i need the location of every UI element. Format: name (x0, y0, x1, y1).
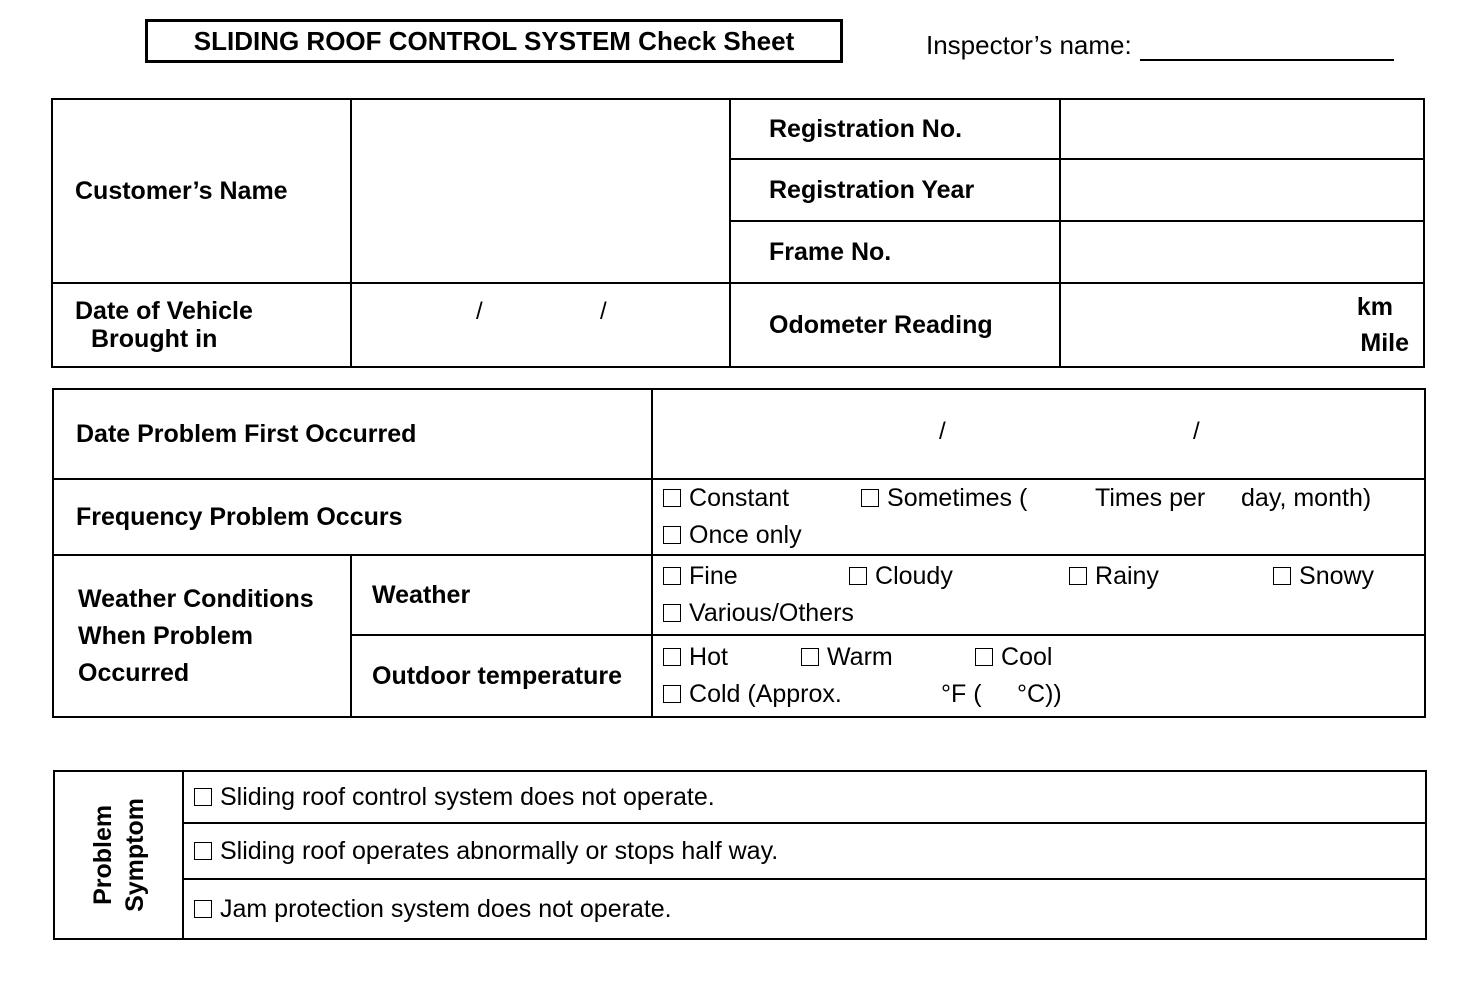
registration-year-value[interactable] (1060, 159, 1424, 221)
frame-no-value[interactable] (1060, 221, 1424, 283)
date-brought-in-line2: Brought in (91, 325, 218, 353)
checkbox-icon[interactable] (194, 900, 212, 918)
weather-options (652, 555, 1425, 635)
weather-label: Weather (351, 555, 652, 635)
inspector-name-label: Inspector’s name: (926, 30, 1132, 60)
date-first-occurred-value[interactable] (652, 389, 1425, 479)
fahrenheit-text: °F ( (941, 680, 982, 708)
symptom-item[interactable]: Jam protection system does not operate. (183, 879, 1426, 939)
registration-no-label: Registration No. (730, 99, 1060, 159)
checkbox-icon[interactable] (861, 489, 879, 507)
date-separator: / (476, 298, 483, 325)
customer-name-label: Customer’s Name (52, 99, 351, 283)
weather-conditions-label: Weather Conditions When Problem Occurred (53, 555, 351, 717)
option-cold[interactable]: Cold (Approx. (663, 676, 941, 713)
date-brought-in-value[interactable] (351, 283, 730, 367)
checkbox-icon[interactable] (1069, 567, 1087, 585)
symptom-item[interactable]: Sliding roof operates abnormally or stops half way. (183, 823, 1426, 879)
date-brought-in-label (52, 283, 351, 367)
checkbox-icon[interactable] (194, 788, 212, 806)
inspector-name-field (926, 30, 1394, 61)
odometer-value[interactable] (1060, 283, 1424, 367)
symptom-item[interactable]: Sliding roof control system does not operate. (183, 771, 1426, 823)
checkbox-icon[interactable] (663, 685, 681, 703)
problem-symptom-table (53, 770, 1427, 940)
times-per-text: Times per (1095, 484, 1206, 512)
checkbox-icon[interactable] (849, 567, 867, 585)
customer-name-value[interactable] (351, 99, 730, 283)
option-snowy[interactable]: Snowy (1273, 558, 1374, 595)
day-month-text: day, month) (1241, 484, 1372, 512)
option-constant[interactable]: Constant (663, 480, 861, 517)
date-first-occurred-label: Date Problem First Occurred (53, 389, 652, 479)
date-brought-in-line1: Date of Vehicle (75, 297, 253, 325)
checkbox-icon[interactable] (194, 842, 212, 860)
date-separator: / (939, 418, 946, 445)
option-cloudy[interactable]: Cloudy (849, 558, 1069, 595)
frequency-options (652, 479, 1425, 555)
checkbox-icon[interactable] (663, 567, 681, 585)
problem-symptom-label (54, 771, 183, 939)
option-rainy[interactable]: Rainy (1069, 558, 1273, 595)
option-hot[interactable]: Hot (663, 639, 801, 676)
unit-km: km (1356, 293, 1393, 321)
option-sometimes[interactable]: Sometimes ( (861, 480, 1095, 517)
outdoor-temperature-label: Outdoor temperature (351, 635, 652, 717)
problem-condition-table (52, 388, 1426, 718)
checkbox-icon[interactable] (975, 648, 993, 666)
registration-year-label: Registration Year (730, 159, 1060, 221)
option-once-only[interactable]: Once only (663, 517, 1424, 554)
checkbox-icon[interactable] (663, 604, 681, 622)
temperature-options (652, 635, 1425, 717)
date-separator: / (1193, 418, 1200, 445)
frequency-label: Frequency Problem Occurs (53, 479, 652, 555)
checkbox-icon[interactable] (1273, 567, 1291, 585)
celsius-text: °C)) (1017, 680, 1062, 708)
problem-symptom-line1: Problem (88, 804, 117, 906)
registration-no-value[interactable] (1060, 99, 1424, 159)
frame-no-label: Frame No. (730, 221, 1060, 283)
option-warm[interactable]: Warm (801, 639, 975, 676)
option-various-others[interactable]: Various/Others (663, 595, 1424, 632)
odometer-label: Odometer Reading (730, 283, 1060, 367)
customer-info-table (51, 98, 1425, 368)
checkbox-icon[interactable] (801, 648, 819, 666)
checkbox-icon[interactable] (663, 526, 681, 544)
check-sheet-title: SLIDING ROOF CONTROL SYSTEM Check Sheet (145, 19, 843, 63)
checkbox-icon[interactable] (663, 648, 681, 666)
problem-symptom-line2: Symptom (120, 798, 149, 912)
option-fine[interactable]: Fine (663, 558, 849, 595)
date-separator: / (600, 298, 607, 325)
option-cool[interactable]: Cool (975, 639, 1052, 676)
inspector-name-line[interactable] (1140, 35, 1394, 61)
unit-mile: Mile (1360, 329, 1409, 357)
checkbox-icon[interactable] (663, 489, 681, 507)
